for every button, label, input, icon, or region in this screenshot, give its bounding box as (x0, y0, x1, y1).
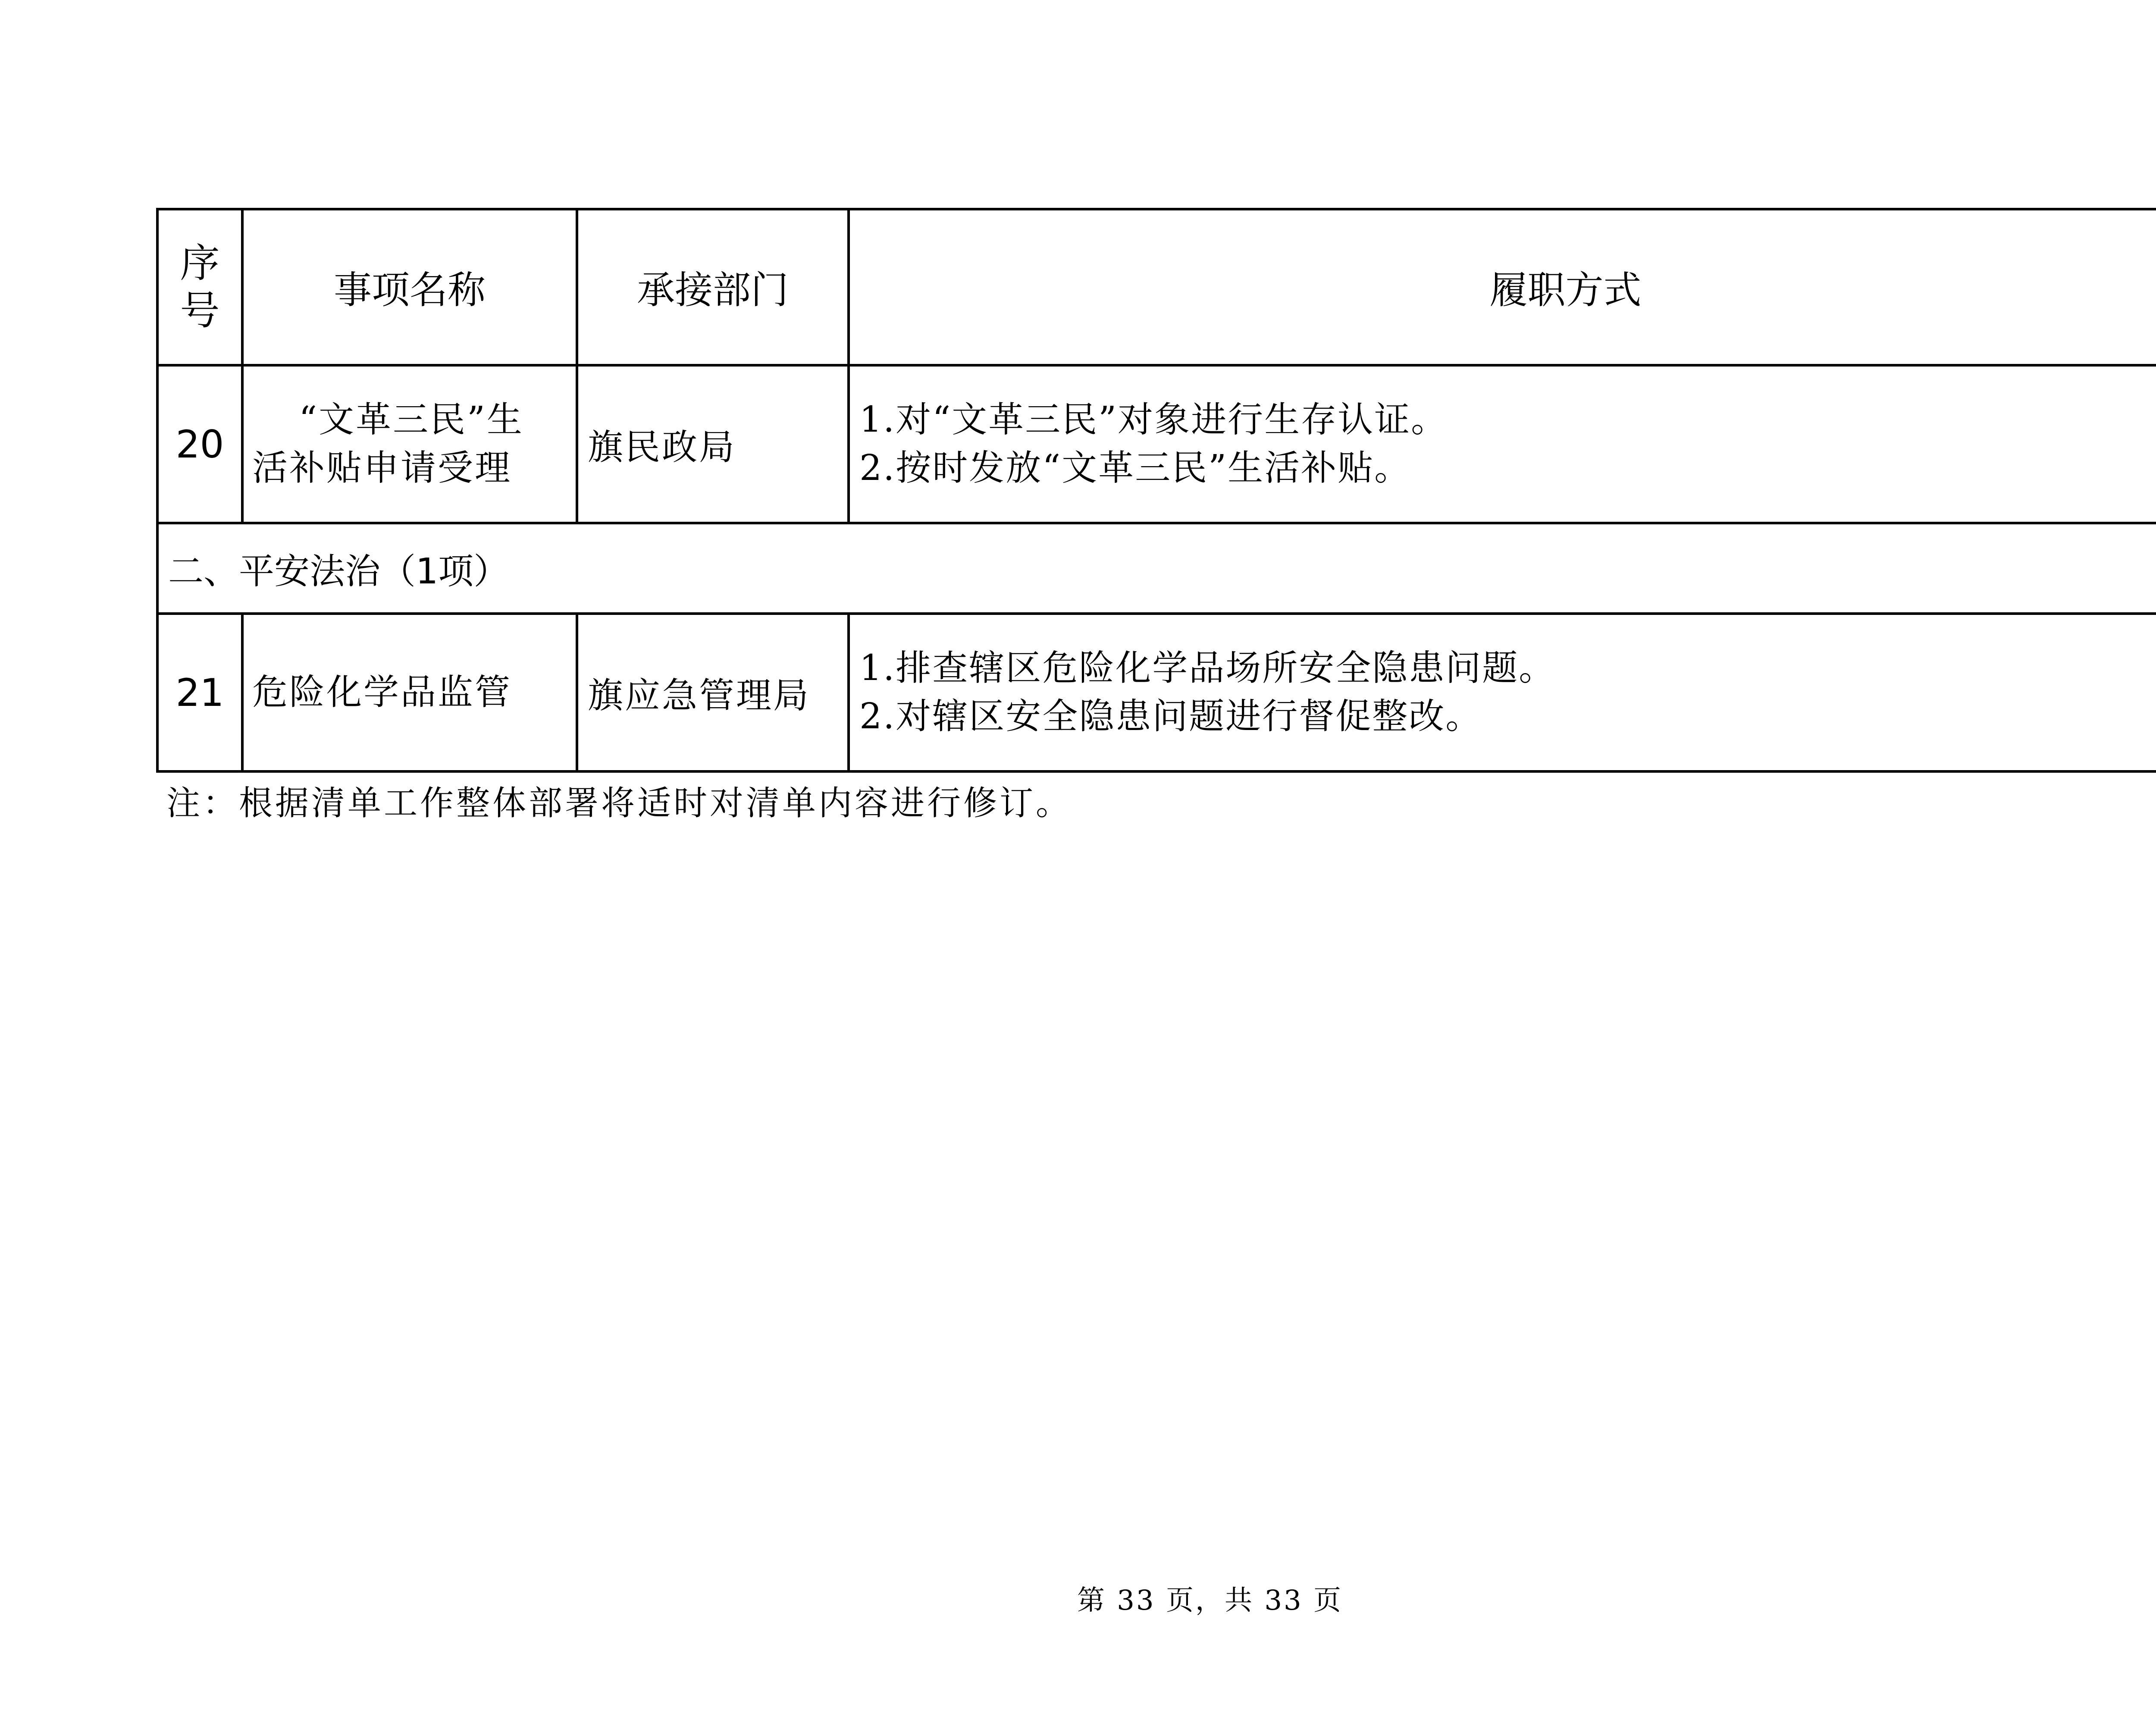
row-seq: 21 (157, 614, 242, 771)
table-header-row (157, 209, 2156, 365)
row-item-name-line1: “文革三民”生 (299, 399, 524, 440)
row-method (849, 365, 2156, 523)
row-department: 旗民政局 (577, 365, 849, 523)
row-method-line1: 1.对“文革三民”对象进行生存认证。 (859, 399, 1448, 440)
row-method-line2: 2.对辖区安全隐患问题进行督促整改。 (859, 696, 1482, 737)
table-row (157, 365, 2156, 523)
row-item-name (242, 365, 577, 523)
row-department: 旗应急管理局 (577, 614, 849, 771)
header-seq (157, 209, 242, 365)
header-seq-line1: 序 (180, 240, 220, 286)
header-item-name: 事项名称 (242, 209, 577, 365)
table-row (157, 614, 2156, 771)
row-method-line1: 1.排查辖区危险化学品场所安全隐患问题。 (859, 648, 1556, 689)
row-method (849, 614, 2156, 771)
row-seq: 20 (157, 365, 242, 523)
row-item-name-line2: 活补贴申请受理 (252, 448, 512, 489)
table-note: 注：根据清单工作整体部署将适时对清单内容进行修订。 (166, 784, 1072, 823)
row-item-name (242, 614, 577, 771)
header-method: 履职方式 (849, 209, 2156, 365)
row-item-name-line1: 危险化学品监管 (252, 672, 512, 713)
section-title: 二、平安法治（1项） (157, 523, 2156, 614)
page-footer: 第 33 页，共 33 页 (1077, 1585, 1343, 1617)
responsibility-table (156, 208, 2156, 773)
header-seq-line2: 号 (180, 288, 220, 334)
header-department: 承接部门 (577, 209, 849, 365)
row-method-line2: 2.按时发放“文革三民”生活补贴。 (859, 448, 1411, 489)
section-row (157, 523, 2156, 614)
